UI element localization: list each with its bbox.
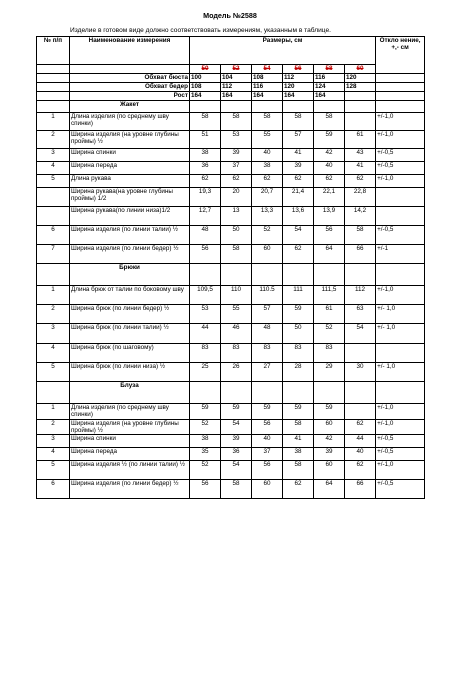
- measurement-value: 12,7: [190, 207, 221, 226]
- measurement-value: 35: [190, 448, 221, 461]
- measurement-name: Длина изделия (по среднему шву спинки): [70, 113, 190, 131]
- measurement-value: 26: [221, 363, 252, 382]
- size-label: 50: [190, 65, 221, 74]
- measurement-value: 41: [283, 149, 314, 162]
- measurement-value: 38: [252, 162, 283, 175]
- empty-cell: [252, 264, 283, 286]
- table-row: [37, 344, 425, 363]
- measurement-value: 40: [252, 435, 283, 448]
- row-number: 7: [37, 245, 70, 264]
- measurement-value: 64: [314, 245, 345, 264]
- measurement-value: 50: [283, 324, 314, 344]
- row-number: 5: [37, 175, 70, 188]
- col-tolerance-header: Откло нение, +,- см: [376, 37, 425, 74]
- measurement-value: 59: [283, 404, 314, 420]
- table-row: [37, 363, 425, 382]
- table-row: [37, 226, 425, 245]
- measurement-name: Ширина брюк (по шаговому): [70, 344, 190, 363]
- empty-cell: [283, 101, 314, 113]
- measurement-name: Длина изделия (по среднему шву спинки): [70, 404, 190, 420]
- empty-cell: [190, 101, 221, 113]
- measurement-name: Ширина рукава(по линии низа)1/2: [70, 207, 190, 226]
- measurement-value: 55: [221, 305, 252, 324]
- measurement-value: 63: [345, 305, 376, 324]
- measurement-value: 39: [283, 162, 314, 175]
- tolerance-value: +/-1,0: [376, 404, 425, 420]
- table-row: [37, 131, 425, 149]
- measurement-value: 41: [283, 435, 314, 448]
- measurement-value: 83: [314, 344, 345, 363]
- summary-value: 100: [190, 74, 221, 83]
- measurement-name: Ширина брюк (по линии бедер) ½: [70, 305, 190, 324]
- section-row: [37, 264, 425, 286]
- measurement-value: 52: [190, 461, 221, 480]
- summary-value: 120: [283, 83, 314, 92]
- empty-cell: [314, 382, 345, 404]
- table-row: [37, 404, 425, 420]
- measurement-value: 58: [221, 113, 252, 131]
- measurement-value: 58: [221, 245, 252, 264]
- measurement-value: 39: [221, 149, 252, 162]
- measurement-value: 60: [314, 461, 345, 480]
- summary-value: 164: [283, 92, 314, 101]
- table-row: [37, 286, 425, 305]
- summary-value: 116: [314, 74, 345, 83]
- measurement-value: 39: [314, 448, 345, 461]
- measurement-value: 62: [345, 461, 376, 480]
- measurement-value: 66: [345, 245, 376, 264]
- empty-cell: [376, 74, 425, 83]
- measurement-value: 28: [283, 363, 314, 382]
- measurement-value: 38: [190, 435, 221, 448]
- table-row: [37, 245, 425, 264]
- empty-cell: [376, 92, 425, 101]
- measurement-value: 48: [190, 226, 221, 245]
- measurement-value: 60: [314, 419, 345, 435]
- measurement-value: 48: [252, 324, 283, 344]
- table-row: [37, 188, 425, 207]
- measurement-value: 13,3: [252, 207, 283, 226]
- measurement-value: 59: [314, 404, 345, 420]
- tolerance-value: +/-1,0: [376, 461, 425, 480]
- table-row: [37, 448, 425, 461]
- empty-cell: [376, 101, 425, 113]
- measurement-value: 42: [314, 149, 345, 162]
- measurement-value: 62: [345, 175, 376, 188]
- measurement-value: 22,1: [314, 188, 345, 207]
- measurement-value: 42: [314, 435, 345, 448]
- empty-cell: [345, 382, 376, 404]
- measurement-value: [345, 344, 376, 363]
- measurement-value: 37: [221, 162, 252, 175]
- tolerance-value: +/-1: [376, 245, 425, 264]
- col-num-header: № п/п: [37, 37, 70, 65]
- empty-cell: [37, 101, 70, 113]
- measurement-value: 40: [314, 162, 345, 175]
- measurement-name: Ширина изделия (по линии бедер) ½: [70, 245, 190, 264]
- measurement-name: Ширина рукава(на уровне глубины проймы) 1/2: [70, 188, 190, 207]
- empty-cell: [37, 65, 70, 74]
- measurement-name: Ширина спинки: [70, 435, 190, 448]
- measurement-value: 53: [221, 131, 252, 149]
- measurement-value: 62: [314, 175, 345, 188]
- measurement-value: 52: [314, 324, 345, 344]
- tolerance-value: +/-0,5: [376, 435, 425, 448]
- size-label: 52: [221, 65, 252, 74]
- summary-value: [345, 92, 376, 101]
- measurement-value: 54: [221, 461, 252, 480]
- measurement-value: 62: [221, 175, 252, 188]
- measurement-value: 54: [283, 226, 314, 245]
- summary-row: [37, 83, 425, 92]
- tolerance-value: +/-1,0: [376, 131, 425, 149]
- tolerance-value: [376, 188, 425, 207]
- row-number: 4: [37, 344, 70, 363]
- measurement-value: 58: [252, 113, 283, 131]
- measurement-value: 62: [252, 175, 283, 188]
- measurement-value: 21,4: [283, 188, 314, 207]
- row-number: 2: [37, 419, 70, 435]
- tolerance-value: +/-1,0: [376, 113, 425, 131]
- summary-value: 164: [190, 92, 221, 101]
- measurement-value: 19,3: [190, 188, 221, 207]
- table-row: [37, 175, 425, 188]
- measurement-value: 109,5: [190, 286, 221, 305]
- size-label: 54: [252, 65, 283, 74]
- table-row: [37, 324, 425, 344]
- empty-cell: [376, 83, 425, 92]
- measurement-value: [345, 113, 376, 131]
- summary-value: 128: [345, 83, 376, 92]
- empty-cell: [252, 101, 283, 113]
- measurement-value: 36: [221, 448, 252, 461]
- table-row: [37, 113, 425, 131]
- summary-label: Рост: [70, 92, 190, 101]
- measurement-value: 52: [252, 226, 283, 245]
- empty-cell: [190, 264, 221, 286]
- measurement-value: 66: [345, 480, 376, 499]
- summary-value: 124: [314, 83, 345, 92]
- measurement-value: 58: [345, 226, 376, 245]
- empty-cell: [70, 65, 190, 74]
- table-row: [37, 149, 425, 162]
- measurement-value: 53: [190, 305, 221, 324]
- measurement-name: Ширина брюк (по линии талии) ½: [70, 324, 190, 344]
- measurement-value: 62: [190, 175, 221, 188]
- row-number: [37, 188, 70, 207]
- measurement-value: 56: [190, 245, 221, 264]
- tolerance-value: [376, 207, 425, 226]
- empty-cell: [37, 382, 70, 404]
- size-label: 56: [283, 65, 314, 74]
- row-number: 1: [37, 286, 70, 305]
- tolerance-value: +/-1,0: [376, 286, 425, 305]
- summary-value: 164: [221, 92, 252, 101]
- measurement-value: 83: [190, 344, 221, 363]
- measurement-value: 58: [283, 461, 314, 480]
- tolerance-value: +/-1,0: [376, 175, 425, 188]
- measurement-value: 83: [252, 344, 283, 363]
- measurement-value: 55: [252, 131, 283, 149]
- measurement-value: 54: [345, 324, 376, 344]
- summary-label: Обхват бедер: [70, 83, 190, 92]
- row-number: 2: [37, 305, 70, 324]
- empty-cell: [37, 92, 70, 101]
- measurement-value: 50: [221, 226, 252, 245]
- row-number: [37, 207, 70, 226]
- section-row: [37, 101, 425, 113]
- measurement-value: 46: [221, 324, 252, 344]
- measurement-value: 30: [345, 363, 376, 382]
- measurement-value: 110: [221, 286, 252, 305]
- measurement-value: 62: [345, 419, 376, 435]
- measurement-value: 60: [252, 480, 283, 499]
- measurement-value: 40: [252, 149, 283, 162]
- empty-cell: [252, 382, 283, 404]
- section-title: Жакет: [70, 101, 190, 113]
- tolerance-value: [376, 344, 425, 363]
- measurement-value: 56: [190, 480, 221, 499]
- measurement-value: 111: [283, 286, 314, 305]
- summary-value: 112: [283, 74, 314, 83]
- summary-value: 164: [252, 92, 283, 101]
- row-number: 6: [37, 226, 70, 245]
- measurement-value: 29: [314, 363, 345, 382]
- measurement-value: 59: [314, 131, 345, 149]
- empty-cell: [37, 74, 70, 83]
- measurement-value: 43: [345, 149, 376, 162]
- measurement-value: 83: [283, 344, 314, 363]
- measurement-value: 59: [221, 404, 252, 420]
- tolerance-value: +/- 1,0: [376, 363, 425, 382]
- measurement-value: 20: [221, 188, 252, 207]
- measurement-value: 59: [252, 404, 283, 420]
- measurement-value: 58: [190, 113, 221, 131]
- tolerance-value: +/- 1,0: [376, 305, 425, 324]
- section-row: [37, 382, 425, 404]
- instructions-text: Изделие в готовом виде должно соответствовать измерениям, указанным в таблице.: [70, 27, 331, 34]
- measurement-value: 62: [283, 175, 314, 188]
- measurement-value: 40: [345, 448, 376, 461]
- table-row: [37, 207, 425, 226]
- measurement-value: 41: [345, 162, 376, 175]
- tolerance-value: +/-0,5: [376, 448, 425, 461]
- measurement-value: 62: [283, 245, 314, 264]
- measurement-name: Длина брюк от талии по боковому шву: [70, 286, 190, 305]
- measurement-value: 61: [314, 305, 345, 324]
- empty-cell: [37, 83, 70, 92]
- measurement-name: Ширина изделия (по линии талии) ½: [70, 226, 190, 245]
- table-row: [37, 480, 425, 499]
- measurement-value: 110.5: [252, 286, 283, 305]
- measurement-name: Ширина изделия (по линии бедер) ½: [70, 480, 190, 499]
- summary-value: 108: [190, 83, 221, 92]
- measurement-value: 57: [283, 131, 314, 149]
- row-number: 6: [37, 480, 70, 499]
- table-row: [37, 461, 425, 480]
- empty-cell: [221, 382, 252, 404]
- measurement-value: 56: [314, 226, 345, 245]
- tolerance-value: +/-0,5: [376, 149, 425, 162]
- measurement-value: 39: [221, 435, 252, 448]
- measurement-value: 51: [190, 131, 221, 149]
- measurement-value: 64: [314, 480, 345, 499]
- empty-cell: [283, 264, 314, 286]
- measurement-name: Ширина изделия (на уровне глубины проймы) ½: [70, 131, 190, 149]
- table-row: [37, 162, 425, 175]
- measurement-name: Ширина спинки: [70, 149, 190, 162]
- table-row: [37, 305, 425, 324]
- tolerance-value: +/-1,0: [376, 419, 425, 435]
- measurement-value: 58: [283, 419, 314, 435]
- size-label: 58: [314, 65, 345, 74]
- measurement-value: 38: [190, 149, 221, 162]
- measurement-value: 111,5: [314, 286, 345, 305]
- empty-cell: [190, 382, 221, 404]
- tolerance-value: +/-0,5: [376, 480, 425, 499]
- measurement-name: Длина рукава: [70, 175, 190, 188]
- tolerance-value: +/- 1,0: [376, 324, 425, 344]
- summary-value: 104: [221, 74, 252, 83]
- measurement-value: 59: [283, 305, 314, 324]
- measurement-name: Ширина изделия ½ (по линии талии) ½: [70, 461, 190, 480]
- measurement-value: 58: [283, 113, 314, 131]
- table-row: [37, 435, 425, 448]
- row-number: 1: [37, 404, 70, 420]
- measurement-value: 20,7: [252, 188, 283, 207]
- measurement-value: 58: [221, 480, 252, 499]
- summary-value: 108: [252, 74, 283, 83]
- measurement-value: 56: [252, 461, 283, 480]
- row-number: 2: [37, 131, 70, 149]
- row-number: 4: [37, 162, 70, 175]
- tolerance-value: +/-0,5: [376, 162, 425, 175]
- measurement-value: 22,8: [345, 188, 376, 207]
- summary-value: 112: [221, 83, 252, 92]
- tolerance-value: +/-0,5: [376, 226, 425, 245]
- row-number: 3: [37, 149, 70, 162]
- empty-cell: [221, 101, 252, 113]
- measurement-value: 37: [252, 448, 283, 461]
- measurement-value: 13,6: [283, 207, 314, 226]
- empty-cell: [283, 382, 314, 404]
- measurement-value: 25: [190, 363, 221, 382]
- measurement-value: 62: [283, 480, 314, 499]
- measurement-value: 57: [252, 305, 283, 324]
- measurement-value: 60: [252, 245, 283, 264]
- row-number: 4: [37, 448, 70, 461]
- empty-cell: [314, 101, 345, 113]
- empty-cell: [376, 264, 425, 286]
- summary-row: [37, 74, 425, 83]
- measurement-name: Ширина брюк (по линии низа) ½: [70, 363, 190, 382]
- summary-value: 120: [345, 74, 376, 83]
- measurement-value: 56: [252, 419, 283, 435]
- section-title: Блуза: [70, 382, 190, 404]
- summary-label: Обхват бюста: [70, 74, 190, 83]
- empty-cell: [376, 382, 425, 404]
- summary-value: 164: [314, 92, 345, 101]
- row-number: 3: [37, 435, 70, 448]
- measurement-value: 14,2: [345, 207, 376, 226]
- section-title: Брюки: [70, 264, 190, 286]
- col-sizes-header: Размеры, см: [190, 37, 376, 65]
- measurement-value: 59: [190, 404, 221, 420]
- measurement-table: [36, 36, 425, 499]
- measurement-value: 61: [345, 131, 376, 149]
- empty-cell: [345, 264, 376, 286]
- measurement-name: Ширина переда: [70, 448, 190, 461]
- measurement-value: 58: [314, 113, 345, 131]
- row-number: 1: [37, 113, 70, 131]
- empty-cell: [221, 264, 252, 286]
- size-label: 60: [345, 65, 376, 74]
- model-title: Модель №2588: [203, 11, 257, 20]
- summary-value: 116: [252, 83, 283, 92]
- measurement-name: Ширина изделия (на уровне глубины проймы) ½: [70, 419, 190, 435]
- measurement-value: 13: [221, 207, 252, 226]
- measurement-value: 27: [252, 363, 283, 382]
- measurement-value: 54: [221, 419, 252, 435]
- measurement-name: Ширина переда: [70, 162, 190, 175]
- measurement-value: 36: [190, 162, 221, 175]
- row-number: 5: [37, 363, 70, 382]
- empty-cell: [314, 264, 345, 286]
- measurement-value: 38: [283, 448, 314, 461]
- measurement-value: 44: [345, 435, 376, 448]
- measurement-value: 83: [221, 344, 252, 363]
- measurement-value: 52: [190, 419, 221, 435]
- col-name-header: Наименование измерения: [70, 37, 190, 65]
- row-number: 5: [37, 461, 70, 480]
- measurement-value: [345, 404, 376, 420]
- table-row: [37, 419, 425, 435]
- empty-cell: [37, 264, 70, 286]
- measurement-value: 44: [190, 324, 221, 344]
- summary-row: [37, 92, 425, 101]
- row-number: 3: [37, 324, 70, 344]
- measurement-value: 112: [345, 286, 376, 305]
- measurement-value: 13,9: [314, 207, 345, 226]
- empty-cell: [345, 101, 376, 113]
